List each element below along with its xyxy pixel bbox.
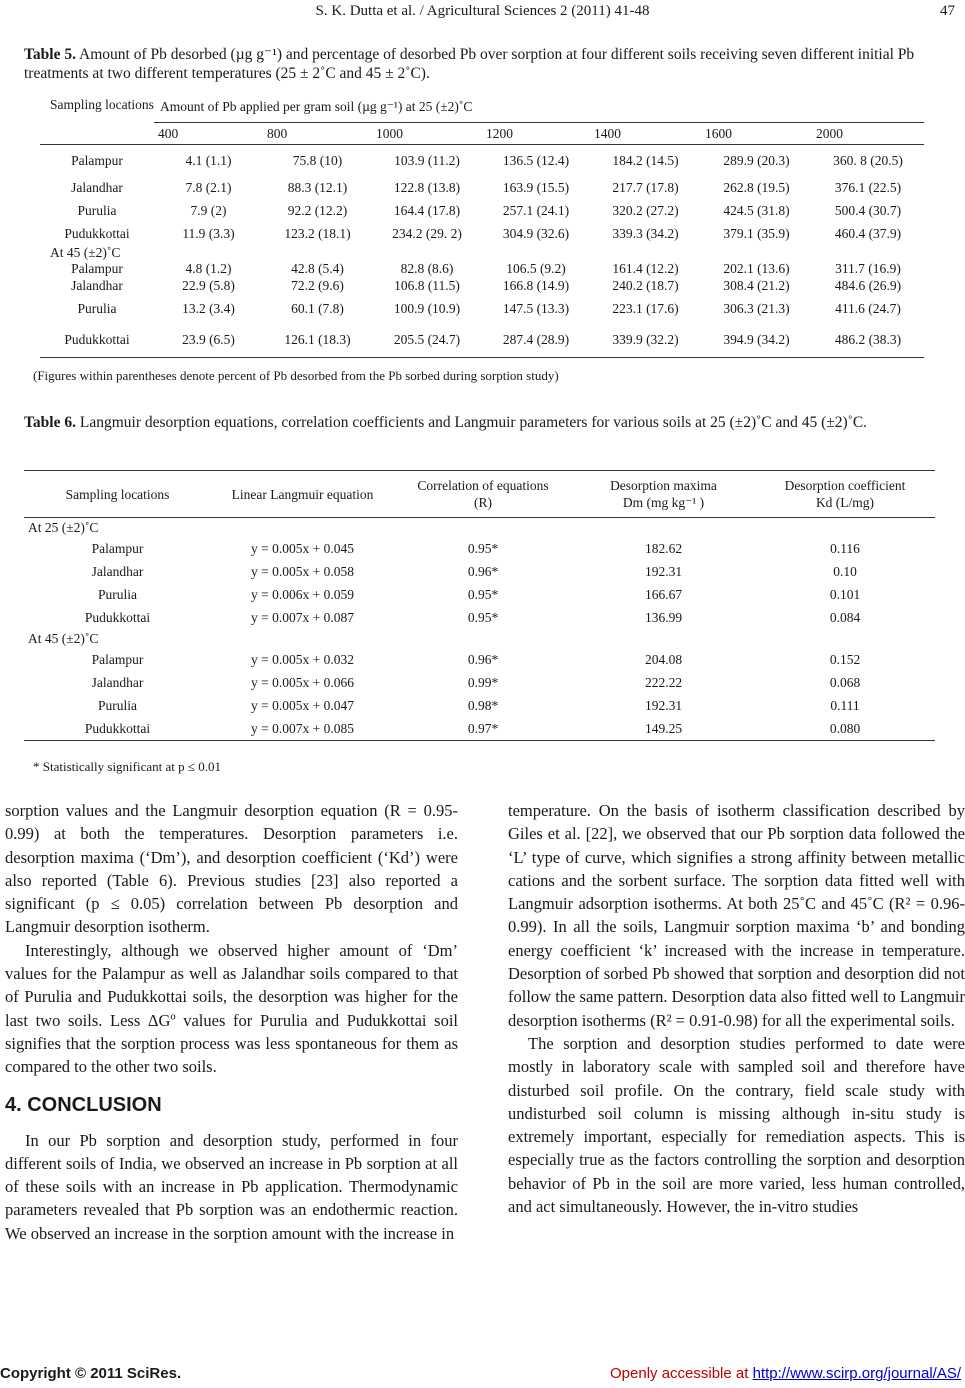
table5-dose-header: 1400 [590, 123, 701, 145]
table5-value-cell: 223.1 (17.6) [612, 301, 679, 316]
footer-access [610, 1365, 961, 1382]
table5-value-cell: 304.9 (32.6) [502, 225, 570, 241]
table5-caption [24, 45, 944, 83]
table5-value-cell: 11.9 (3.3) [182, 225, 235, 241]
table5-value-cell: 394.9 (34.2) [701, 323, 812, 358]
table6-kd-cell: 0.080 [755, 717, 935, 741]
table6-r-cell: 0.99* [467, 674, 499, 690]
table5-value-cell: 339.3 (34.2) [612, 225, 679, 241]
table6-caption [24, 413, 944, 432]
table6-group-label: At 45 (±2)˚C [28, 630, 99, 646]
table6-dm-cell: 182.62 [644, 540, 683, 556]
footer-oa-text: Openly accessible at [610, 1365, 749, 1382]
table5-value-cell: 376.1 (22.5) [834, 179, 902, 195]
table5-value-cell: 217.7 (17.8) [612, 179, 679, 195]
table6-loc-cell: Palampur [91, 651, 144, 667]
table6-dm-cell: 136.99 [644, 609, 683, 625]
left-column [5, 799, 458, 1245]
table5-value-cell: 7.9 (2) [190, 202, 227, 218]
table6-loc-cell: Pudukkottai [24, 717, 211, 741]
footer-url-link[interactable]: http://www.scirp.org/journal/AS/ [752, 1365, 961, 1382]
table5-value-cell: 234.2 (29. 2) [392, 225, 462, 241]
table5-value-cell: 4.8 (1.2) [185, 261, 232, 276]
table6-header-correlation: Correlation of equations (R) [417, 478, 549, 510]
table5-value-cell: 287.4 (28.9) [482, 323, 590, 358]
table5-value-cell: 500.4 (30.7) [834, 202, 902, 218]
table5-value-cell: 75.8 (10) [292, 152, 343, 168]
table6-dm-cell: 222.22 [644, 674, 683, 690]
table5-dose-header: 1000 [372, 123, 482, 145]
table6-caption-text: Langmuir desorption equations, correlation coefficients and Langmuir parameters for various soils at 25 (±2)˚C and 45 (±2)˚C. [79, 414, 868, 431]
table6-header-dm: Desorption maxima Dm (mg kg⁻¹ ) [610, 478, 717, 510]
table6-dm-cell: 192.31 [644, 563, 683, 579]
table5-location-cell: Purulia [77, 202, 117, 218]
table6-eq-cell: y = 0.005x + 0.045 [251, 540, 354, 556]
table-row [40, 277, 924, 295]
table6-header-equation: Linear Langmuir equation [231, 486, 374, 502]
table5-dose-header: 800 [263, 123, 372, 145]
table5-value-cell: 161.4 (12.2) [612, 261, 679, 276]
table6-dm-cell: 166.67 [644, 586, 683, 602]
table5-value-cell: 424.5 (31.8) [723, 202, 790, 218]
table6-kd-cell: 0.084 [829, 609, 861, 625]
left-paragraph-2: Interestingly, although we observed higher amount of ‘Dm’ values for the Palampur as well as Jalandhar soils compared to that of Purulia and Pudukkottai soils, the desorption was higher for the last two soils. Less ΔGº values for Purulia and Pudukkottai soil signifies that the sorption process was less spontaneous for them as compared to the other two soils. [5, 940, 458, 1077]
running-head: S. K. Dutta et al. / Agricultural Sciences 2 (2011) 41-48 [315, 3, 650, 19]
table5-location-cell: Palampur [71, 152, 123, 168]
left-paragraph-3: In our Pb sorption and desorption study, performed in four different soils of India, we observed an increase in Pb sorption at all of these soils with an increase in Pb application. Thermodynamic parameters revealed that Pb sorption was an endothermic reaction. We observed an increase in the sorption amount with the increase in [5, 1130, 458, 1243]
table5-value-cell: 82.8 (8.6) [400, 261, 454, 276]
table5-header-locations: Sampling locations [50, 97, 154, 112]
table5-value-cell: 308.4 (21.2) [723, 278, 790, 293]
table6-eq-cell: y = 0.006x + 0.059 [251, 586, 354, 602]
table6-eq-cell: y = 0.005x + 0.047 [251, 697, 354, 713]
table5-note: (Figures within parentheses denote percent of Pb desorbed from the Pb sorbed during sorption study) [33, 368, 559, 383]
right-paragraph-2: The sorption and desorption studies performed to date were mostly in laboratory scale with sampled soil and therefore have disturbed soil profile. On the contrary, field scale study with undisturbed soil column is missing although in-situ study is extremely important, especially for remediation aspects. This is especially true as the factors controlling the sorption and desorption behavior of Pb in the soil are more varied, less human controlled, and act simultaneously. However, the in-vitro studies [508, 1033, 965, 1217]
table5-location-cell: Purulia [77, 301, 117, 316]
table5-dose-header: 1600 [701, 123, 812, 145]
table-row [40, 199, 924, 222]
page-number: 47 [940, 3, 955, 19]
table5-value-cell: 60.1 (7.8) [291, 301, 344, 316]
table5-value-cell: 103.9 (11.2) [394, 152, 460, 168]
table5-value-cell: 122.8 (13.8) [393, 179, 461, 195]
table5-value-cell: 106.8 (11.5) [394, 278, 460, 293]
table6 [24, 470, 935, 741]
table5-value-cell: 7.8 (2.1) [185, 179, 232, 195]
table6-loc-cell: Purulia [98, 697, 137, 713]
table6-group-label: At 25 (±2)˚C [28, 519, 99, 535]
table6-r-cell: 0.96* [467, 651, 499, 667]
table5-value-cell: 184.2 (14.5) [612, 152, 679, 168]
table5-value-cell: 126.1 (18.3) [263, 323, 372, 358]
table5-location-cell: Pudukkottai [64, 225, 130, 241]
section-heading: 4. CONCLUSION [5, 1093, 162, 1116]
table5-value-cell: 311.7 (16.9) [835, 261, 901, 276]
table5-header-amount: Amount of Pb applied per gram soil (µg g⁻¹) at 25 (±2)˚C [160, 99, 473, 114]
table6-eq-cell: y = 0.005x + 0.032 [251, 651, 354, 667]
table6-loc-cell: Jalandhar [91, 563, 144, 579]
table5-location-cell: Jalandhar [71, 278, 123, 293]
table5-value-cell: 306.3 (21.3) [723, 301, 790, 316]
table5-value-cell: 339.9 (32.2) [590, 323, 701, 358]
table-row [40, 145, 924, 177]
table5-value-cell: 163.9 (15.5) [502, 179, 570, 195]
table6-dm-cell: 149.25 [572, 717, 755, 741]
table-row [24, 560, 935, 583]
table5-caption-text: Amount of Pb desorbed (µg g⁻¹) and percentage of desorbed Pb over sorption at four different soils receiving seven different initial Pb treatments at two different temperatures (25 ± 2˚C and 45 ± 2˚C). [24, 46, 915, 82]
right-column [508, 799, 965, 1218]
table5-value-cell: 379.1 (35.9) [723, 225, 790, 241]
table6-eq-cell: y = 0.007x + 0.087 [251, 609, 354, 625]
table-row [24, 583, 935, 606]
table6-kd-cell: 0.116 [830, 540, 860, 556]
table5-location-cell: Pudukkottai [40, 323, 154, 358]
table5-value-cell: 22.9 (5.8) [182, 278, 235, 293]
table-row [24, 606, 935, 629]
table5-dose-header: 400 [154, 123, 263, 145]
table6-eq-cell: y = 0.005x + 0.066 [251, 674, 354, 690]
left-paragraph-1: sorption values and the Langmuir desorption equation (R = 0.95-0.99) at both the temperatures. Desorption parameters i.e. desorption maxima (‘Dm’), and desorption coefficient (‘Kd’) were also reported (Table 6). Previous studies [23] also reported a significant (p ≤ 0.05) correlation between Pb desorption and Langmuir desorption isotherm. [5, 801, 458, 937]
table-row [24, 648, 935, 671]
table5-value-cell: 13.2 (3.4) [182, 301, 235, 316]
table5-value-cell: 320.2 (27.2) [612, 202, 679, 218]
table5-value-cell: 106.5 (9.2) [506, 261, 566, 276]
table5-value-cell: 92.2 (12.2) [287, 202, 348, 218]
table5-value-cell: 4.1 (1.1) [185, 152, 232, 168]
table6-r-cell: 0.97* [394, 717, 572, 741]
table5-value-cell: 411.6 (24.7) [835, 301, 901, 316]
table5-group-45: At 45 (±2)˚C [50, 245, 121, 260]
footer-copyright: Copyright © 2011 SciRes. [0, 1365, 182, 1382]
table-row [40, 295, 924, 323]
table6-kd-cell: 0.101 [829, 586, 861, 602]
table6-kd-cell: 0.111 [830, 697, 860, 713]
table-row [24, 537, 935, 560]
table6-kd-cell: 0.152 [829, 651, 861, 667]
table6-eq-cell: y = 0.007x + 0.085 [211, 717, 394, 741]
table6-label: Table 6. [24, 414, 76, 431]
table5-value-cell: 484.6 (26.9) [834, 278, 902, 293]
table-row [24, 671, 935, 694]
table-row [24, 694, 935, 717]
table5-value-cell: 486.2 (38.3) [812, 323, 924, 358]
table5-value-cell: 23.9 (6.5) [154, 323, 263, 358]
table6-r-cell: 0.95* [467, 609, 499, 625]
table5-dose-header: 2000 [812, 123, 924, 145]
table5-value-cell: 360. 8 (20.5) [833, 152, 903, 168]
table6-r-cell: 0.96* [467, 563, 499, 579]
table5-value-cell: 205.5 (24.7) [372, 323, 482, 358]
table5-value-cell: 166.8 (14.9) [502, 278, 570, 293]
table6-loc-cell: Jalandhar [91, 674, 144, 690]
table6-note: * Statistically significant at p ≤ 0.01 [33, 759, 222, 774]
table5-value-cell: 88.3 (12.1) [287, 179, 348, 195]
table-row [40, 222, 924, 245]
table-row [40, 176, 924, 199]
table5-value-cell: 164.4 (17.8) [393, 202, 461, 218]
table5-value-cell: 100.9 (10.9) [393, 301, 461, 316]
table-row [24, 717, 935, 741]
table6-loc-cell: Pudukkottai [84, 609, 151, 625]
table6-r-cell: 0.95* [467, 540, 499, 556]
table5-value-cell: 72.2 (9.6) [291, 278, 344, 293]
table5-value-cell: 262.8 (19.5) [723, 179, 790, 195]
table6-loc-cell: Purulia [98, 586, 137, 602]
table5-dose-header: 1200 [482, 123, 590, 145]
table6-kd-cell: 0.10 [833, 563, 857, 579]
table6-r-cell: 0.98* [467, 697, 499, 713]
table-row [40, 261, 924, 277]
table6-header-kd: Desorption coefficient Kd (L/mg) [784, 478, 906, 510]
table6-kd-cell: 0.068 [829, 674, 861, 690]
table5-value-cell: 147.5 (13.3) [502, 301, 570, 316]
table6-dm-cell: 204.08 [644, 651, 683, 667]
right-paragraph-1: temperature. On the basis of isotherm classification described by Giles et al. [22], we observed that our Pb sorption data followed the ‘L’ type of curve, which signifies a strong affinity between metallic cations and the sorbent surface. The sorption data fitted well with Langmuir adsorption isotherms. At both 25˚C and 45˚C (R² = 0.96-0.99). In all the soils, Langmuir sorption maxima ‘b’ and bonding energy coefficient ‘k’ increased with the increase in temperature. Desorption of sorbed Pb showed that sorption and desorption did not follow the same pattern. Desorption data also fitted well to Langmuir desorption isotherms (R² = 0.91-0.98) for all the experimental soils. [508, 801, 965, 1030]
table5-location-cell: Palampur [71, 261, 123, 276]
table5-value-cell: 240.2 (18.7) [612, 278, 679, 293]
table6-r-cell: 0.95* [467, 586, 499, 602]
table5-value-cell: 257.1 (24.1) [502, 202, 570, 218]
table5-value-cell: 460.4 (37.9) [834, 225, 902, 241]
table-row [40, 323, 924, 358]
table5-location-cell: Jalandhar [71, 179, 123, 195]
table5-value-cell: 289.9 (20.3) [723, 152, 790, 168]
table6-eq-cell: y = 0.005x + 0.058 [251, 563, 354, 579]
table5-value-cell: 42.8 (5.4) [291, 261, 344, 276]
table5-label: Table 5. [24, 46, 76, 63]
table5-value-cell: 123.2 (18.1) [284, 225, 351, 241]
table5 [40, 92, 924, 358]
table6-loc-cell: Palampur [91, 540, 144, 556]
table5-value-cell: 202.1 (13.6) [723, 261, 790, 276]
table5-value-cell: 136.5 (12.4) [502, 152, 570, 168]
table6-dm-cell: 192.31 [644, 697, 683, 713]
table6-header-locations: Sampling locations [65, 486, 170, 502]
